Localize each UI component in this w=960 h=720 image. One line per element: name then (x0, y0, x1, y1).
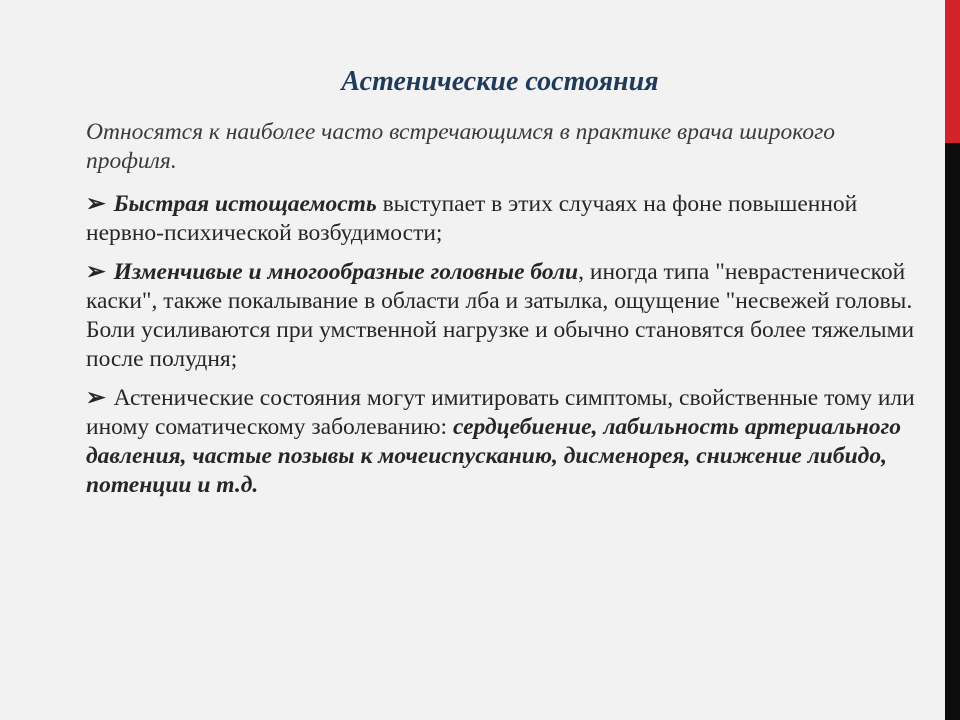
intro-text: Относятся к наиболее часто встречающимся в практике врача широкого профиля. (86, 119, 835, 174)
slide-title: Астенические состояния (341, 66, 659, 97)
bullet-emphasis: Изменчивые и многообразные головные боли (113, 259, 579, 285)
arrow-bullet-icon: ➢ (86, 259, 106, 285)
bullet-emphasis: Быстрая истощаемость (113, 191, 377, 217)
bullet-emphasis: сердцебиение, лабильность артериального давления, частые позывы к мочеиспусканию, дисменорея, снижение либидо, потенции и т.д. (86, 414, 902, 498)
arrow-bullet-icon: ➢ (86, 191, 106, 217)
accent-bar-black (945, 143, 960, 720)
bullet-text: выступает в этих случаях на фоне повышенной нервно-психической возбудимости; (86, 191, 858, 246)
bullet-text: , иногда типа "неврастенической каски", также покалывание в области лба и затылка, ощущение "несвежей головы. Боли усиливаются при умственной нагрузке и обычно становятся более тяжелыми после полудня; (86, 259, 915, 372)
bullet-item (86, 258, 921, 374)
arrow-bullet-icon: ➢ (86, 385, 106, 411)
bullet-item (86, 190, 921, 248)
bullet-text: Астенические состояния могут имитировать симптомы, свойственные тому или иному соматическому заболеванию: (86, 385, 915, 440)
bullet-item (86, 384, 921, 500)
slide-body (86, 118, 921, 510)
